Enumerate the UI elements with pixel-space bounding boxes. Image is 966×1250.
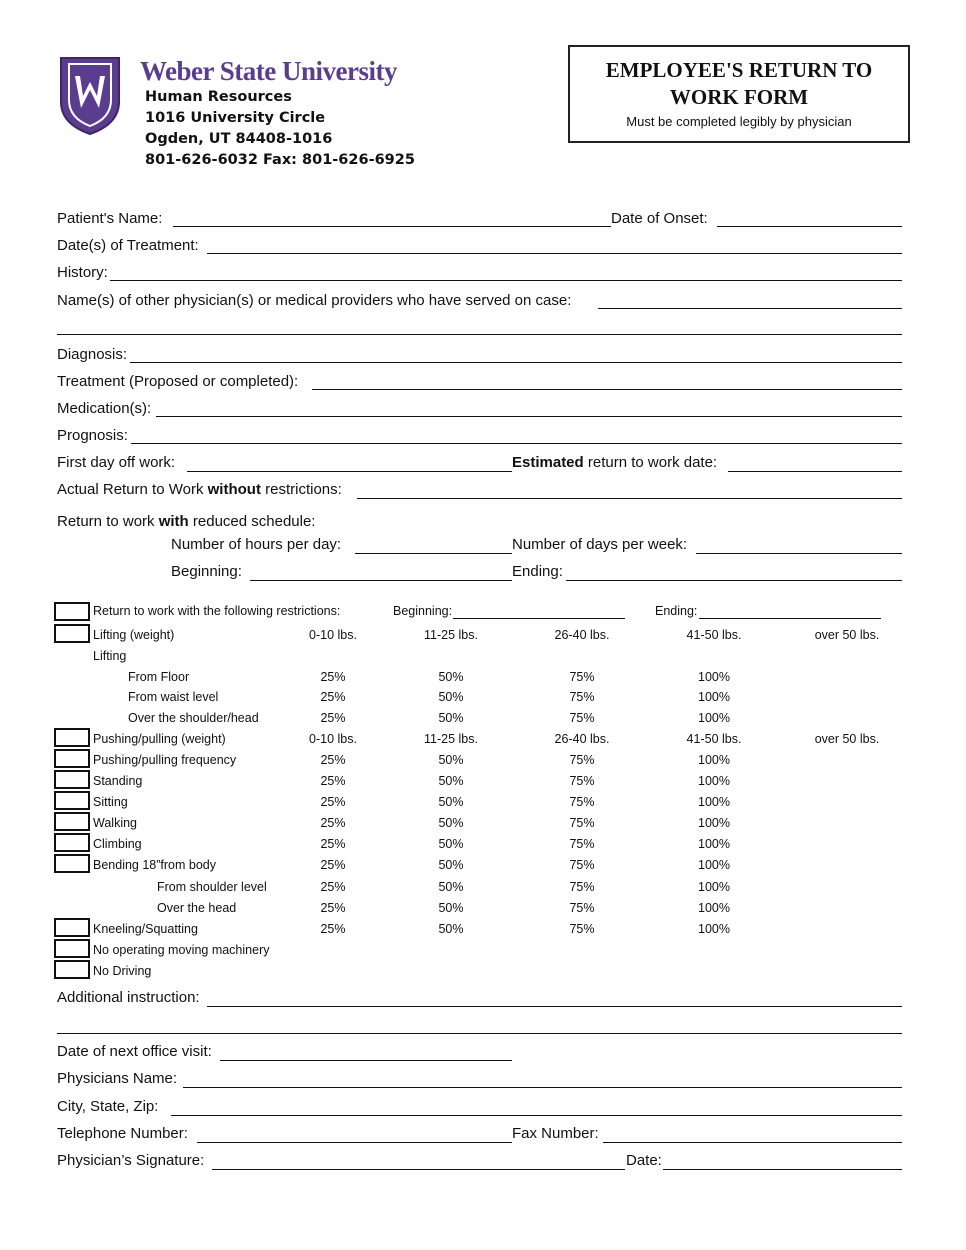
restriction-checkbox[interactable]: [54, 833, 90, 852]
hr-address: 1016 University Circle: [145, 110, 326, 126]
signature-date-label: Date:: [626, 1152, 662, 1169]
actual-return-field[interactable]: [357, 498, 902, 499]
restrictions-checkbox[interactable]: [54, 602, 90, 621]
schedule-ending-label: Ending:: [512, 563, 563, 580]
restrictions-beginning-field[interactable]: [453, 618, 625, 619]
city-state-zip-field[interactable]: [171, 1115, 902, 1116]
restriction-option[interactable]: 100%: [698, 858, 730, 872]
schedule-ending-field[interactable]: [566, 580, 902, 581]
next-visit-field[interactable]: [220, 1060, 512, 1061]
restriction-option[interactable]: 25%: [320, 837, 346, 851]
telephone-field[interactable]: [197, 1142, 512, 1143]
restriction-option[interactable]: 26-40 lbs.: [554, 628, 610, 642]
restriction-option[interactable]: 50%: [438, 753, 464, 767]
restriction-option[interactable]: 41-50 lbs.: [686, 732, 742, 746]
restriction-checkbox[interactable]: [54, 939, 90, 958]
restrictions-header-label: Return to work with the following restrictions:: [93, 604, 341, 618]
restriction-option[interactable]: 50%: [438, 858, 464, 872]
restriction-option[interactable]: 100%: [698, 837, 730, 851]
restriction-label: From waist level: [128, 690, 219, 704]
restriction-label: Walking: [93, 816, 137, 830]
restriction-checkbox[interactable]: [54, 770, 90, 789]
fax-field[interactable]: [603, 1142, 902, 1143]
additional-instruction-field[interactable]: [207, 1006, 902, 1007]
restriction-option[interactable]: 41-50 lbs.: [686, 628, 742, 642]
restriction-option[interactable]: 25%: [320, 901, 346, 915]
restriction-checkbox[interactable]: [54, 749, 90, 768]
university-shield-logo: [59, 56, 121, 136]
restriction-option[interactable]: over 50 lbs.: [814, 628, 880, 642]
restriction-label: From shoulder level: [157, 880, 267, 894]
restriction-option[interactable]: 100%: [698, 774, 730, 788]
restriction-checkbox[interactable]: [54, 728, 90, 747]
prognosis-label: Prognosis:: [57, 427, 128, 444]
days-per-week-label: Number of days per week:: [512, 536, 688, 553]
restriction-option[interactable]: 26-40 lbs.: [554, 732, 610, 746]
restriction-label: Sitting: [93, 795, 128, 809]
schedule-beginning-label: Beginning:: [171, 563, 242, 580]
restriction-option[interactable]: 25%: [320, 858, 346, 872]
restriction-option[interactable]: 75%: [569, 711, 595, 725]
restriction-option[interactable]: 25%: [320, 922, 346, 936]
restriction-option[interactable]: 100%: [698, 795, 730, 809]
restrictions-ending-label: Ending:: [655, 604, 698, 618]
estimated-bold: Estimated: [512, 454, 584, 471]
history-label: History:: [57, 264, 108, 281]
actual-return-pre: Actual Return to Work: [57, 481, 208, 498]
hours-per-day-field[interactable]: [355, 553, 512, 554]
estimated-return-label: [512, 454, 717, 471]
restriction-option[interactable]: 75%: [569, 816, 595, 830]
restriction-label: No Driving: [93, 964, 152, 978]
reduced-bold: with: [158, 513, 189, 530]
restriction-label: Lifting (weight): [93, 628, 175, 642]
restriction-checkbox[interactable]: [54, 624, 90, 643]
form-title-box: [568, 45, 910, 143]
signature-field[interactable]: [212, 1169, 625, 1170]
restriction-option[interactable]: 75%: [569, 922, 595, 936]
restriction-option[interactable]: 100%: [698, 901, 730, 915]
restriction-option[interactable]: 25%: [320, 816, 346, 830]
city-state-zip-label: City, State, Zip:: [57, 1098, 159, 1115]
restriction-option[interactable]: 100%: [698, 922, 730, 936]
restriction-option[interactable]: over 50 lbs.: [814, 732, 880, 746]
prognosis-field[interactable]: [131, 443, 902, 444]
restriction-option[interactable]: 75%: [569, 753, 595, 767]
restriction-checkbox[interactable]: [54, 791, 90, 810]
restriction-option[interactable]: 75%: [569, 901, 595, 915]
actual-return-bold: without: [207, 481, 261, 498]
days-per-week-field[interactable]: [696, 553, 902, 554]
hr-phone: 801-626-6032 Fax: 801-626-6925: [145, 152, 415, 168]
restriction-checkbox[interactable]: [54, 854, 90, 873]
form-title-line1: EMPLOYEE'S RETURN TO: [605, 58, 873, 82]
restriction-option[interactable]: 75%: [569, 858, 595, 872]
diagnosis-label: Diagnosis:: [57, 346, 128, 363]
reduced-schedule-label: [57, 513, 315, 530]
date-onset-field[interactable]: [717, 226, 902, 227]
restriction-label: Pushing/pulling (weight): [93, 732, 226, 746]
restriction-option[interactable]: 100%: [698, 880, 730, 894]
first-day-off-field[interactable]: [187, 471, 512, 472]
hours-per-day-label: Number of hours per day:: [171, 536, 342, 553]
medication-field[interactable]: [156, 416, 902, 417]
restriction-option[interactable]: 50%: [438, 901, 464, 915]
restriction-option[interactable]: 50%: [438, 711, 464, 725]
restriction-label: Standing: [93, 774, 143, 788]
signature-date-field[interactable]: [663, 1169, 902, 1170]
actual-return-post: restrictions:: [260, 481, 342, 498]
reduced-pre: Return to work: [57, 513, 159, 530]
restriction-option[interactable]: 0-10 lbs.: [309, 732, 357, 746]
other-physicians-field-cont[interactable]: [57, 334, 902, 335]
restriction-option[interactable]: 11-25 lbs.: [424, 732, 478, 746]
restriction-option[interactable]: 75%: [569, 774, 595, 788]
restriction-label: Climbing: [93, 837, 142, 851]
restriction-checkbox[interactable]: [54, 918, 90, 937]
dates-treatment-label: Date(s) of Treatment:: [57, 237, 199, 254]
treatment-field[interactable]: [312, 389, 902, 390]
restriction-option[interactable]: 50%: [438, 922, 464, 936]
restriction-option[interactable]: 75%: [569, 690, 595, 704]
form-subtitle: Must be completed legibly by physician: [626, 114, 852, 129]
form-title-line2: WORK FORM: [669, 85, 809, 109]
restriction-label: No operating moving machinery: [93, 943, 270, 957]
date-onset-label: Date of Onset:: [611, 210, 708, 227]
restriction-option[interactable]: 25%: [320, 880, 346, 894]
hr-city: Ogden, UT 84408-1016: [145, 131, 333, 147]
restriction-option[interactable]: 50%: [438, 774, 464, 788]
dates-treatment-field[interactable]: [207, 253, 902, 254]
restriction-option[interactable]: 100%: [698, 753, 730, 767]
reduced-post: reduced schedule:: [188, 513, 316, 530]
restriction-label: From Floor: [128, 670, 190, 684]
estimated-return-field[interactable]: [728, 471, 902, 472]
restriction-option[interactable]: 50%: [438, 670, 464, 684]
telephone-label: Telephone Number:: [57, 1125, 188, 1142]
first-day-off-label: First day off work:: [57, 454, 176, 471]
other-physicians-field[interactable]: [598, 308, 902, 309]
physician-name-field[interactable]: [183, 1087, 902, 1088]
medication-label: Medication(s):: [57, 400, 152, 417]
diagnosis-field[interactable]: [130, 362, 902, 363]
fax-label: Fax Number:: [512, 1125, 599, 1142]
restriction-label: Over the head: [157, 901, 237, 915]
restriction-label: Kneeling/Squatting: [93, 922, 198, 936]
restriction-option[interactable]: 25%: [320, 711, 346, 725]
history-field[interactable]: [110, 280, 902, 281]
estimated-rest: return to work date:: [583, 454, 718, 471]
restriction-label: Pushing/pulling frequency: [93, 753, 237, 767]
restriction-option[interactable]: 50%: [438, 795, 464, 809]
restriction-option[interactable]: 25%: [320, 670, 346, 684]
restriction-option[interactable]: 100%: [698, 711, 730, 725]
restriction-option[interactable]: 50%: [438, 816, 464, 830]
restrictions-ending-field[interactable]: [699, 618, 881, 619]
restriction-option[interactable]: 75%: [569, 795, 595, 809]
physician-name-label: Physicians Name:: [57, 1070, 178, 1087]
next-visit-label: Date of next office visit:: [57, 1043, 212, 1060]
restriction-option[interactable]: 25%: [320, 795, 346, 809]
restriction-checkbox[interactable]: [54, 812, 90, 831]
restrictions-beginning-label: Beginning:: [393, 604, 453, 618]
treatment-label: Treatment (Proposed or completed):: [57, 373, 299, 390]
patient-name-field[interactable]: [173, 226, 611, 227]
restriction-label: Lifting: [93, 649, 127, 663]
restriction-checkbox[interactable]: [54, 960, 90, 979]
patient-name-label: Patient's Name:: [57, 210, 163, 227]
restriction-label: Bending 18”from body: [93, 858, 216, 872]
restriction-option[interactable]: 50%: [438, 837, 464, 851]
university-name: Weber State University: [140, 56, 397, 86]
restriction-option[interactable]: 0-10 lbs.: [309, 628, 357, 642]
restriction-option[interactable]: 50%: [438, 690, 464, 704]
restriction-option[interactable]: 75%: [569, 670, 595, 684]
restriction-option[interactable]: 75%: [569, 880, 595, 894]
schedule-beginning-field[interactable]: [250, 580, 512, 581]
restriction-label: Over the shoulder/head: [128, 711, 259, 725]
restriction-option[interactable]: 25%: [320, 753, 346, 767]
restriction-option[interactable]: 100%: [698, 816, 730, 830]
other-physicians-label: Name(s) of other physician(s) or medical providers who have served on case:: [57, 292, 572, 309]
additional-instruction-label: Additional instruction:: [57, 989, 200, 1006]
restriction-option[interactable]: 25%: [320, 690, 346, 704]
restriction-option[interactable]: 50%: [438, 880, 464, 894]
restriction-option[interactable]: 100%: [698, 670, 730, 684]
restriction-option[interactable]: 25%: [320, 774, 346, 788]
hr-department: Human Resources: [145, 89, 292, 105]
actual-return-label: [57, 481, 342, 498]
restriction-option[interactable]: 75%: [569, 837, 595, 851]
restriction-option[interactable]: 11-25 lbs.: [424, 628, 478, 642]
additional-instruction-field-cont[interactable]: [57, 1033, 902, 1034]
signature-label: Physician’s Signature:: [57, 1152, 205, 1169]
restriction-option[interactable]: 100%: [698, 690, 730, 704]
